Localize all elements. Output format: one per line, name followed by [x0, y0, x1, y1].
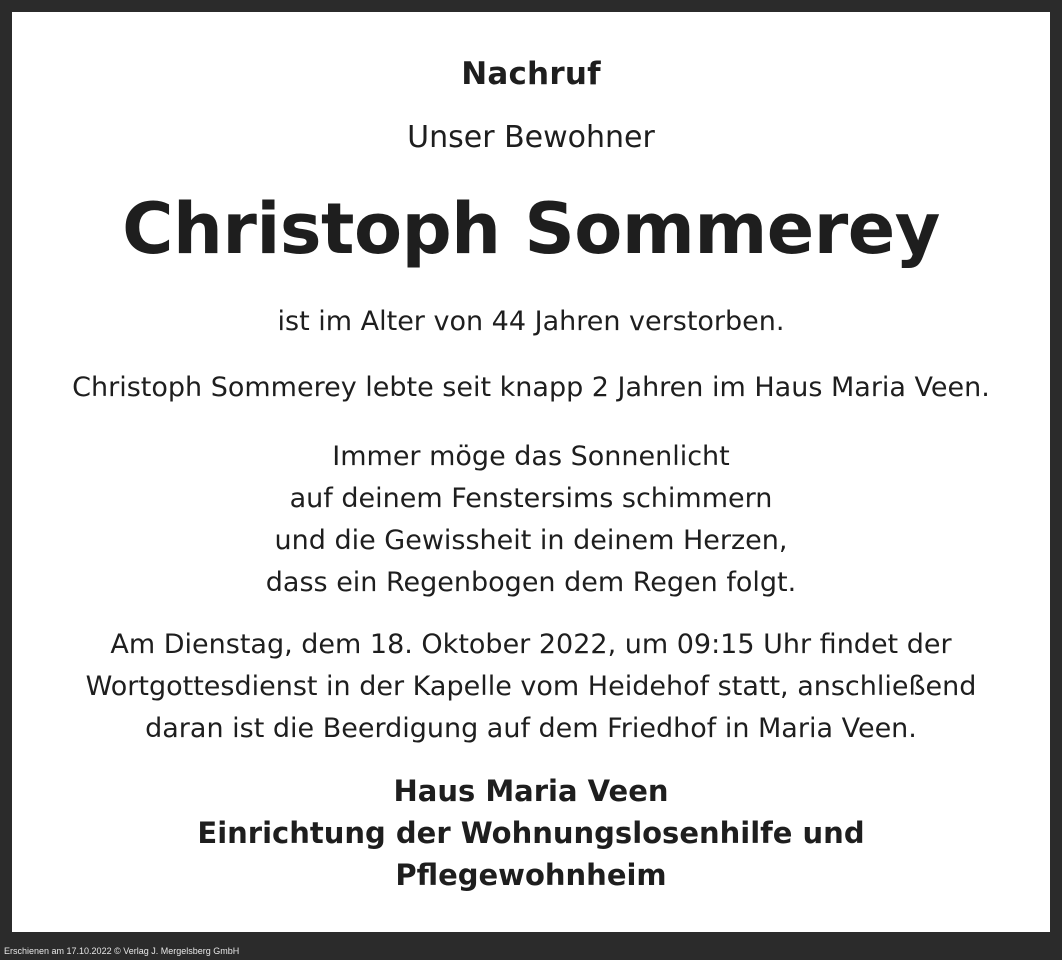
poem-line: und die Gewissheit in deinem Herzen,: [274, 525, 788, 556]
signature-line: Pflegewohnheim: [395, 858, 667, 892]
notice-subheading: Unser Bewohner: [407, 120, 655, 155]
signature-line: Haus Maria Veen: [393, 774, 669, 808]
poem-line: Immer möge das Sonnenlicht: [332, 441, 730, 472]
signature-block: [12, 770, 1050, 896]
funeral-line: Wortgottesdienst in der Kapelle vom Heidehof statt, anschließend: [85, 671, 977, 702]
poem-block: [12, 436, 1050, 604]
publication-footer: Erschienen am 17.10.2022 © Verlag J. Mergelsberg GmbH: [4, 946, 240, 956]
obituary-card: [12, 12, 1050, 932]
residence-line: Christoph Sommerey lebte seit knapp 2 Jahren im Haus Maria Veen.: [72, 372, 990, 403]
poem-line: auf deinem Fenstersims schimmern: [289, 483, 773, 514]
age-line: ist im Alter von 44 Jahren verstorben.: [277, 306, 785, 337]
funeral-details: [12, 624, 1050, 750]
poem-line: dass ein Regenbogen dem Regen folgt.: [265, 567, 797, 598]
signature-line: Einrichtung der Wohnungslosenhilfe und: [197, 816, 865, 850]
funeral-line: Am Dienstag, dem 18. Oktober 2022, um 09:15 Uhr findet der: [110, 629, 952, 660]
notice-heading: Nachruf: [461, 56, 601, 92]
funeral-line: daran ist die Beerdigung auf dem Friedhof in Maria Veen.: [145, 713, 917, 744]
deceased-name: Christoph Sommerey: [122, 188, 940, 270]
